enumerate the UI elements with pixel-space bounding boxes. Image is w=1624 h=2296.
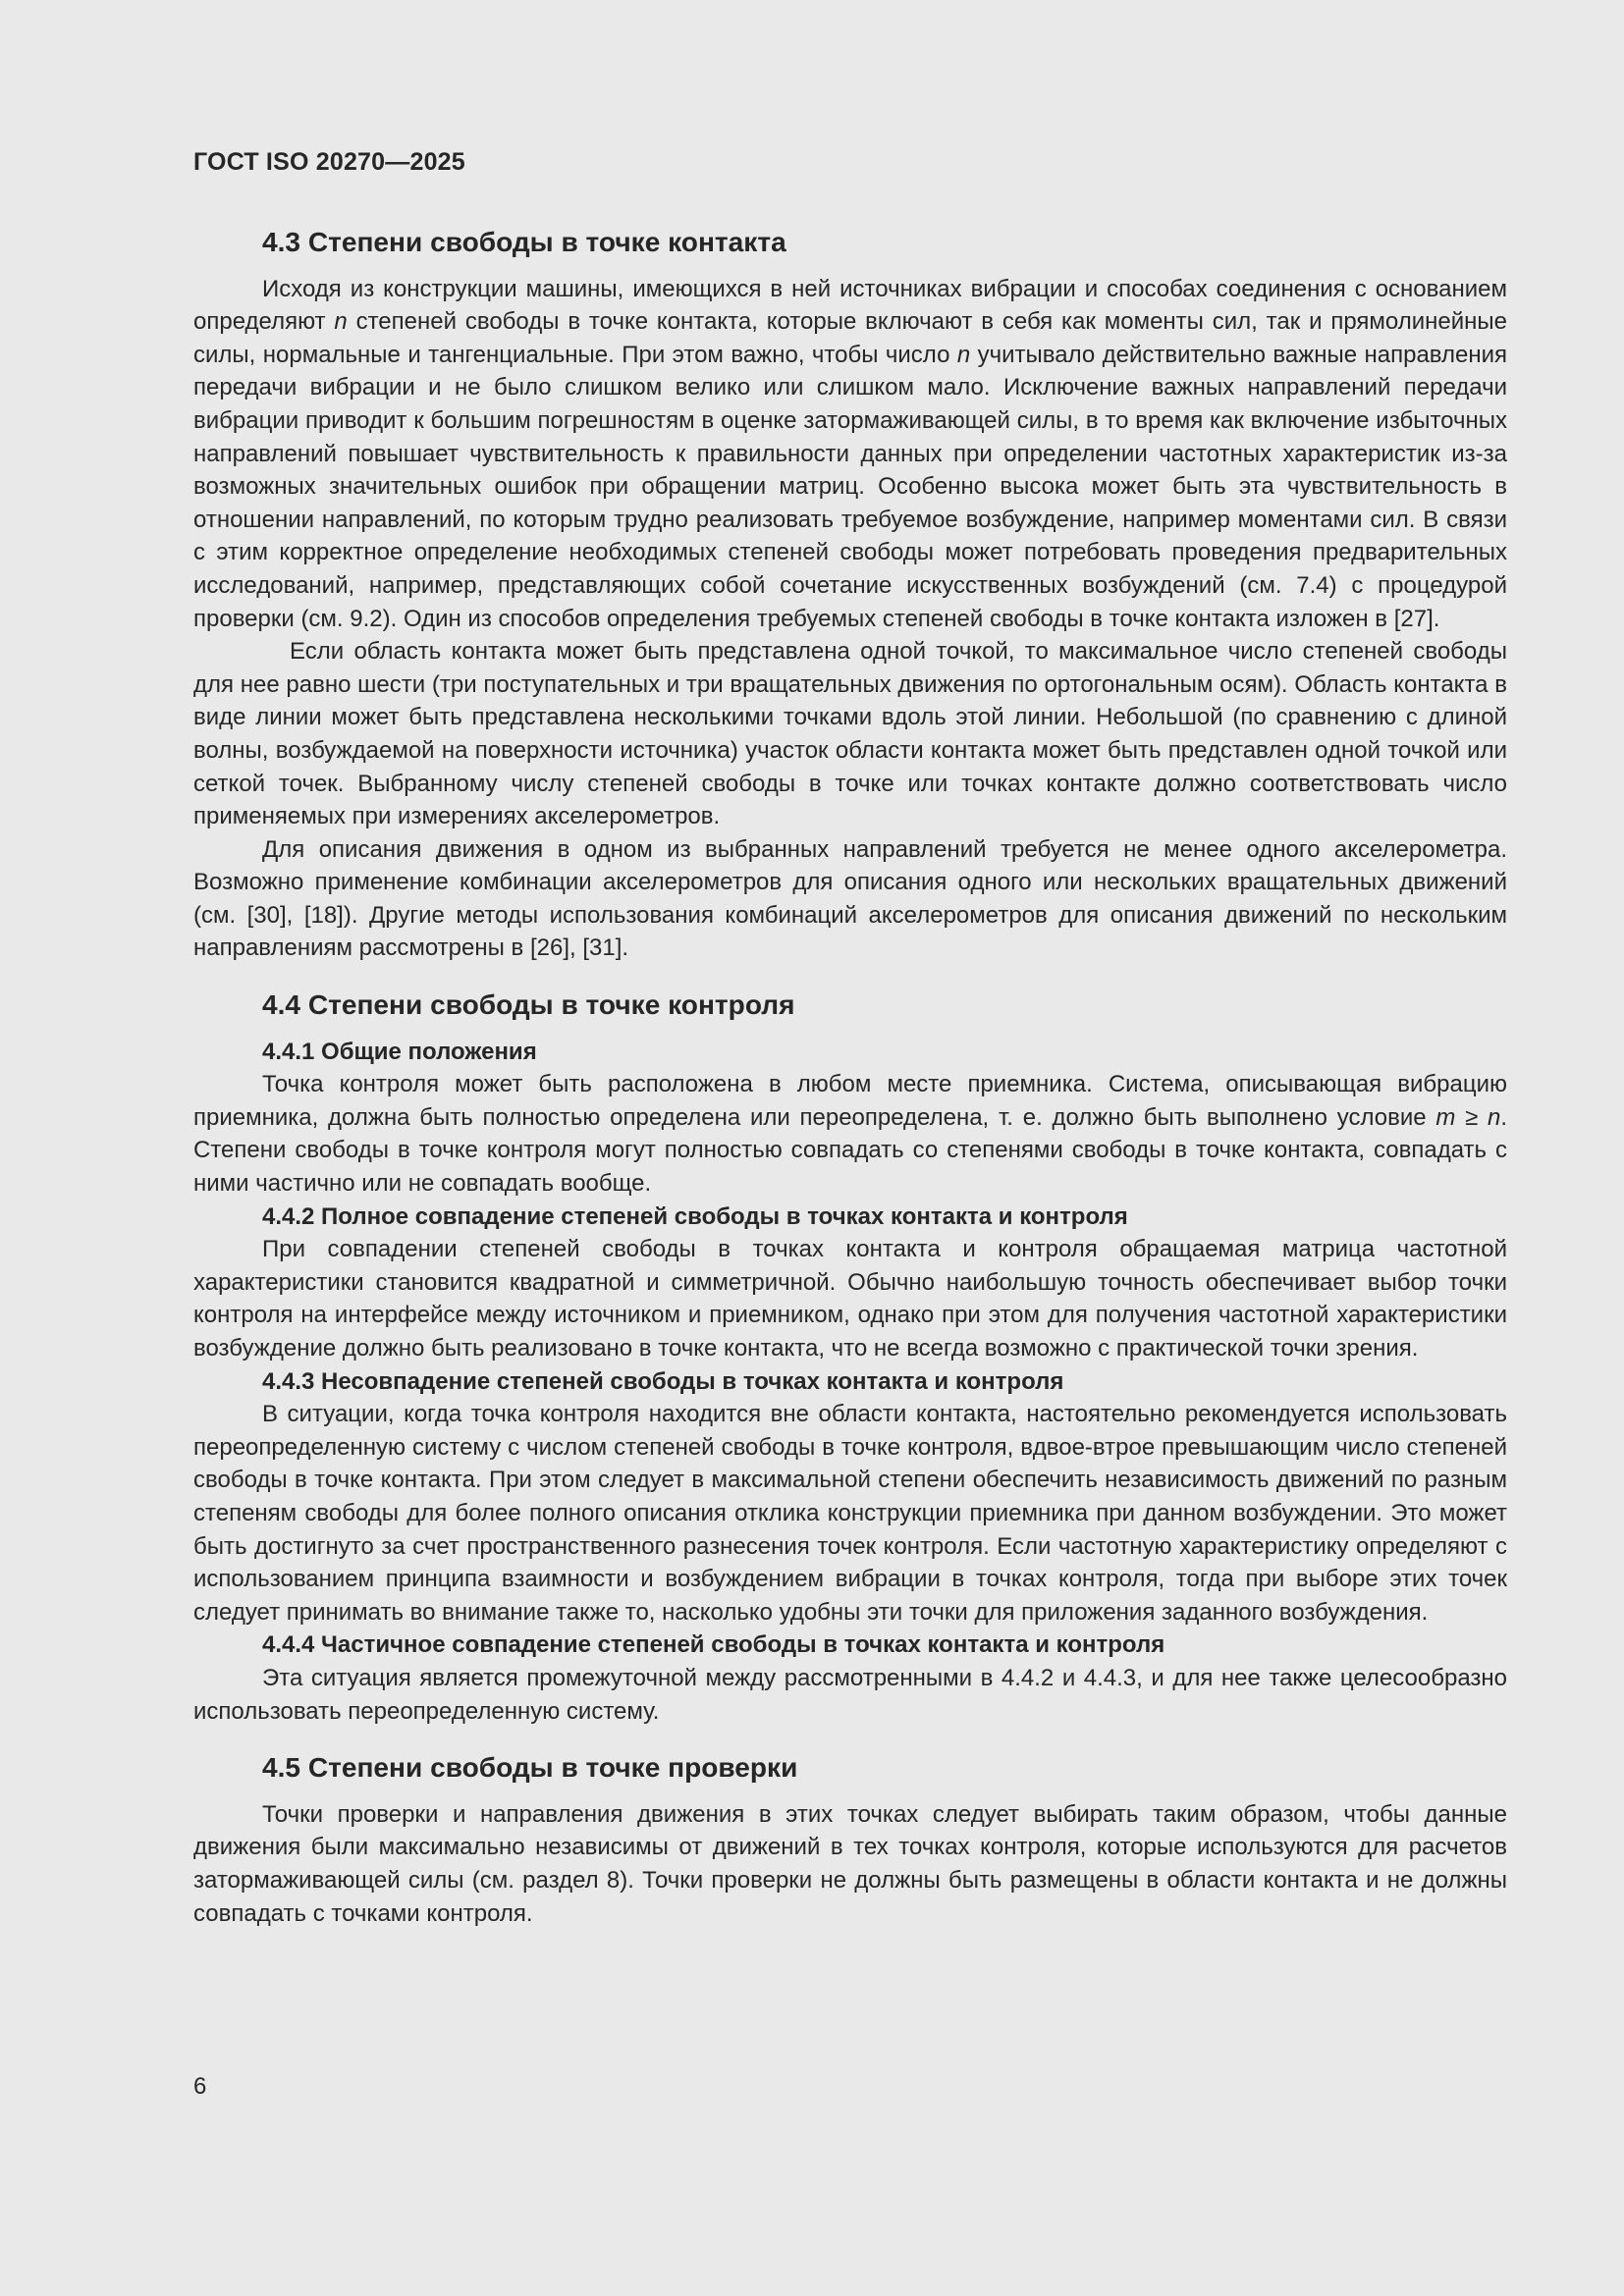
- condition-formula: m ≥ n: [1435, 1103, 1501, 1131]
- section-title-4-4: 4.4 Степени свободы в точке контроля: [262, 989, 795, 1021]
- paragraph: В ситуации, когда точка контроля находится вне области контакта, настоятельно рекомендуется использовать переопределенную систему с числом степеней свободы в точке контроля, вдвое-втрое превышающим число степеней свободы в точке контакта. При этом следует в максимальной степени обеспечить независимость движений по разным степеням свободы для более полного описания отклика конструкции приемника при данном возбуждении. Это может быть достигнуто за счет пространственного разнесения точек контроля. Если частотную характеристику определяют с использованием принципа взаимности и возбуждением вибрации в точках контроля, тогда при выборе этих точек следует принимать во внимание также то, насколько удобны эти точки для приложения заданного возбуждения.: [193, 1401, 1507, 1626]
- document-header: ГОСТ ISO 20270—2025: [193, 148, 465, 176]
- paragraph: Эта ситуация является промежуточной между рассмотренными в 4.4.2 и 4.4.3, и для нее также целесообразно использовать переопределенную систему.: [193, 1664, 1507, 1725]
- section-title-4-3: 4.3 Степени свободы в точке контакта: [262, 227, 786, 257]
- paragraph: Точка контроля может быть расположена в любом месте приемника. Система, описывающая вибрацию приемника, должна быть полностью определена или переопределена, т. е. должно быть выполнено условие m ≥ n. Степени свободы в точке контроля могут полностью совпадать со степенями свободы в точке контакта, совпадать с ними частично или не совпадать вообще.: [193, 1071, 1508, 1198]
- variable-n: n: [956, 341, 971, 368]
- paragraph: Исходя из конструкции машины, имеющихся в ней источниках вибрации и способах соединения с основанием определяют n степеней свободы в точке контакта, которые включают в себя как моменты сил, так и прямолинейные силы, нормальные и тангенциальные. При этом важно, чтобы число n учитывало действительно важные направления передачи вибрации и не было слишком велико или слишком мало. Исключение важных направлений передачи вибрации приводит к большим погрешностям в оценке затормаживающей силы, в то время как включение избыточных направлений повышает чувствительность к правильности данных при определении частотных характеристик из-за возможных значительных ошибок при обращении матриц. Особенно высока может быть эта чувствительность в отношении направлений, по которым трудно реализовать требуемое возбуждение, например моментами сил. В связи с этим корректное определение необходимых степеней свободы может потребовать проведения предварительных исследований, например, представляющих собой сочетание искусственных возбуждений (см. 7.4) с процедурой проверки (см. 9.2). Один из способов определения требуемых степеней свободы в точке контакта изложен в [27].: [193, 275, 1508, 632]
- paragraph: Точки проверки и направления движения в этих точках следует выбирать таким образом, чтобы данные движения были максимально независимы от движений в тех точках контроля, которые используются для расчетов затормаживающей силы (см. раздел 8). Точки проверки не должны быть размещены в области контакта и не должны совпадать с точками контроля.: [193, 1800, 1507, 1927]
- subsection-title-4-4-3: 4.4.3 Несовпадение степеней свободы в точках контакта и контроля: [262, 1367, 1064, 1395]
- paragraph: Если область контакта может быть представлена одной точкой, то максимальное число степеней свободы для нее равно шести (три поступательных и три вращательных движения по ортогональным осям). Область контакта в виде линии может быть представлена несколькими точками вдоль этой линии. Небольшой (по сравнению с длиной волны, возбуждаемой на поверхности источника) участок области контакта может быть представлен одной точкой или сеткой точек. Выбранному числу степеней свободы в точке или точках контакте должно соответствовать число применяемых при измерениях акселерометров.: [193, 638, 1507, 830]
- page-number: 6: [193, 2073, 207, 2100]
- section-title-4-5: 4.5 Степени свободы в точке проверки: [262, 1752, 798, 1784]
- variable-n: n: [334, 308, 348, 336]
- paragraph: При совпадении степеней свободы в точках контакта и контроля обращаемая матрица частотной характеристики становится квадратной и симметричной. Обычно наибольшую точность обеспечивает выбор точки контроля на интерфейсе между источником и приемником, однако при этом для получения частотной характеристики возбуждение должно быть реализовано в точке контакта, что не всегда возможно с практической точки зрения.: [193, 1236, 1507, 1362]
- subsection-title-4-4-1: 4.4.1 Общие положения: [262, 1038, 537, 1065]
- page-content: [193, 226, 1507, 1930]
- subsection-title-4-4-2: 4.4.2 Полное совпадение степеней свободы в точках контакта и контроля: [262, 1202, 1128, 1230]
- paragraph: Для описания движения в одном из выбранных направлений требуется не менее одного акселерометра. Возможно применение комбинации акселерометров для описания одного или нескольких вращательных движений (см. [30], [18]). Другие методы использования комбинаций акселерометров для описания движений по нескольким направлениям рассмотрены в [26], [31].: [193, 835, 1507, 962]
- subsection-title-4-4-4: 4.4.4 Частичное совпадение степеней свободы в точках контакта и контроля: [262, 1631, 1165, 1659]
